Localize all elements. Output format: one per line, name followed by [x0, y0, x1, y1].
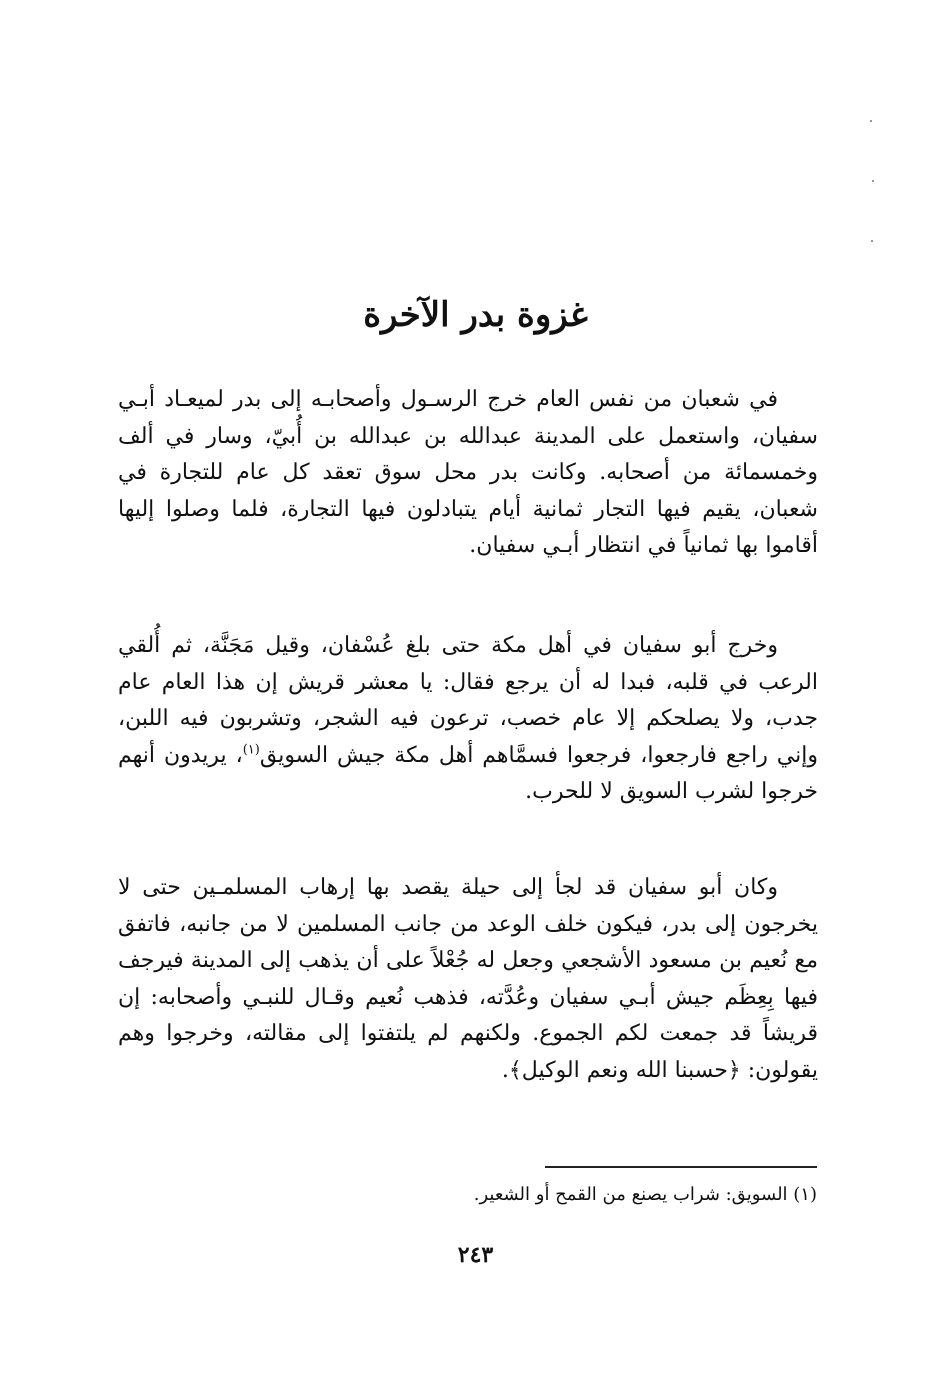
paragraph-3-end: .	[501, 1057, 509, 1083]
chapter-title: غزوة بدر الآخرة	[363, 295, 588, 335]
paragraph-2	[118, 628, 818, 811]
footnote-divider	[545, 1166, 817, 1168]
paragraph-2-text	[118, 628, 818, 811]
paragraph-1-text: في شعبان من نفس العام خرج الرسـول وأصحابـه إلى بدر لميعـاد أبـي سفيان، واستعمل على المدينة عبدالله بن عبدالله بن أُبيّ، وسار في ألف وخمسمائة من أصحابه. وكانت بدر محل سوق تعقد كل عام للتجارة في شعبان، يقيم فيها التجار ثمانية أيام يتبادلون فيها التجارة، فلما وصلوا إليها أقاموا بها ثمانياً في انتظار أبـي سفيان.	[118, 387, 818, 559]
footnote: (١) السويق: شراب يصنع من القمح أو الشعير.	[473, 1184, 817, 1205]
paragraph-3	[118, 870, 818, 1090]
paragraph-3-main: وكان أبو سفيان قد لجأ إلى حيلة يقصد بها إرهاب المسلمـين حتى لا يخرجون إلى بدر، فيكون خلف الوعد من جانب المسلمين لا من جانبه، فاتفق مع نُعيم بن مسعود الأشجعي وجعل له جُعْلاً على أن يذهب إلى المدينة فيرجف فيها بِعِظَم جيش أبـي سفيان وعُدَّته، فذهب نُعيم وقـال للنبـي وأصحابه: إن قريشاً قد جمعت لكم الجموع. ولكنهم لم يلتفتوا إلى مقالته، وخرجوا وهم يقولون:	[118, 875, 818, 1083]
paragraph-1	[118, 382, 818, 565]
scan-speck	[871, 240, 873, 242]
paragraph-2-tail: ، يريدون أنهم خرجوا لشرب السويق لا للحرب.	[118, 742, 818, 805]
paragraph-2-main: وخرج أبو سفيان في أهل مكة حتى بلغ عُسْفان، وقيل مَجَنَّة، ثم أُلقي الرعب في قلبه، فبدا له أن يرجع فقال: يا معشر قريش إن هذا العام عام جدب، ولا يصلحكم إلا عام خصب، ترعون فيه الشجر، وتشربون فيه اللبن، وإني راجع فارجعوا، فرجعوا فسمَّاهم أهل مكة جيش السويق	[118, 633, 818, 768]
scan-speck	[872, 180, 874, 182]
paragraph-3-text	[118, 870, 818, 1090]
page-number: ٢٤٣	[457, 1242, 494, 1268]
scan-speck	[870, 120, 872, 122]
footnote-reference[interactable]: (١)	[242, 742, 260, 758]
quran-quote: ﴿حسبنا الله ونعم الوكيل﴾	[508, 1057, 741, 1083]
